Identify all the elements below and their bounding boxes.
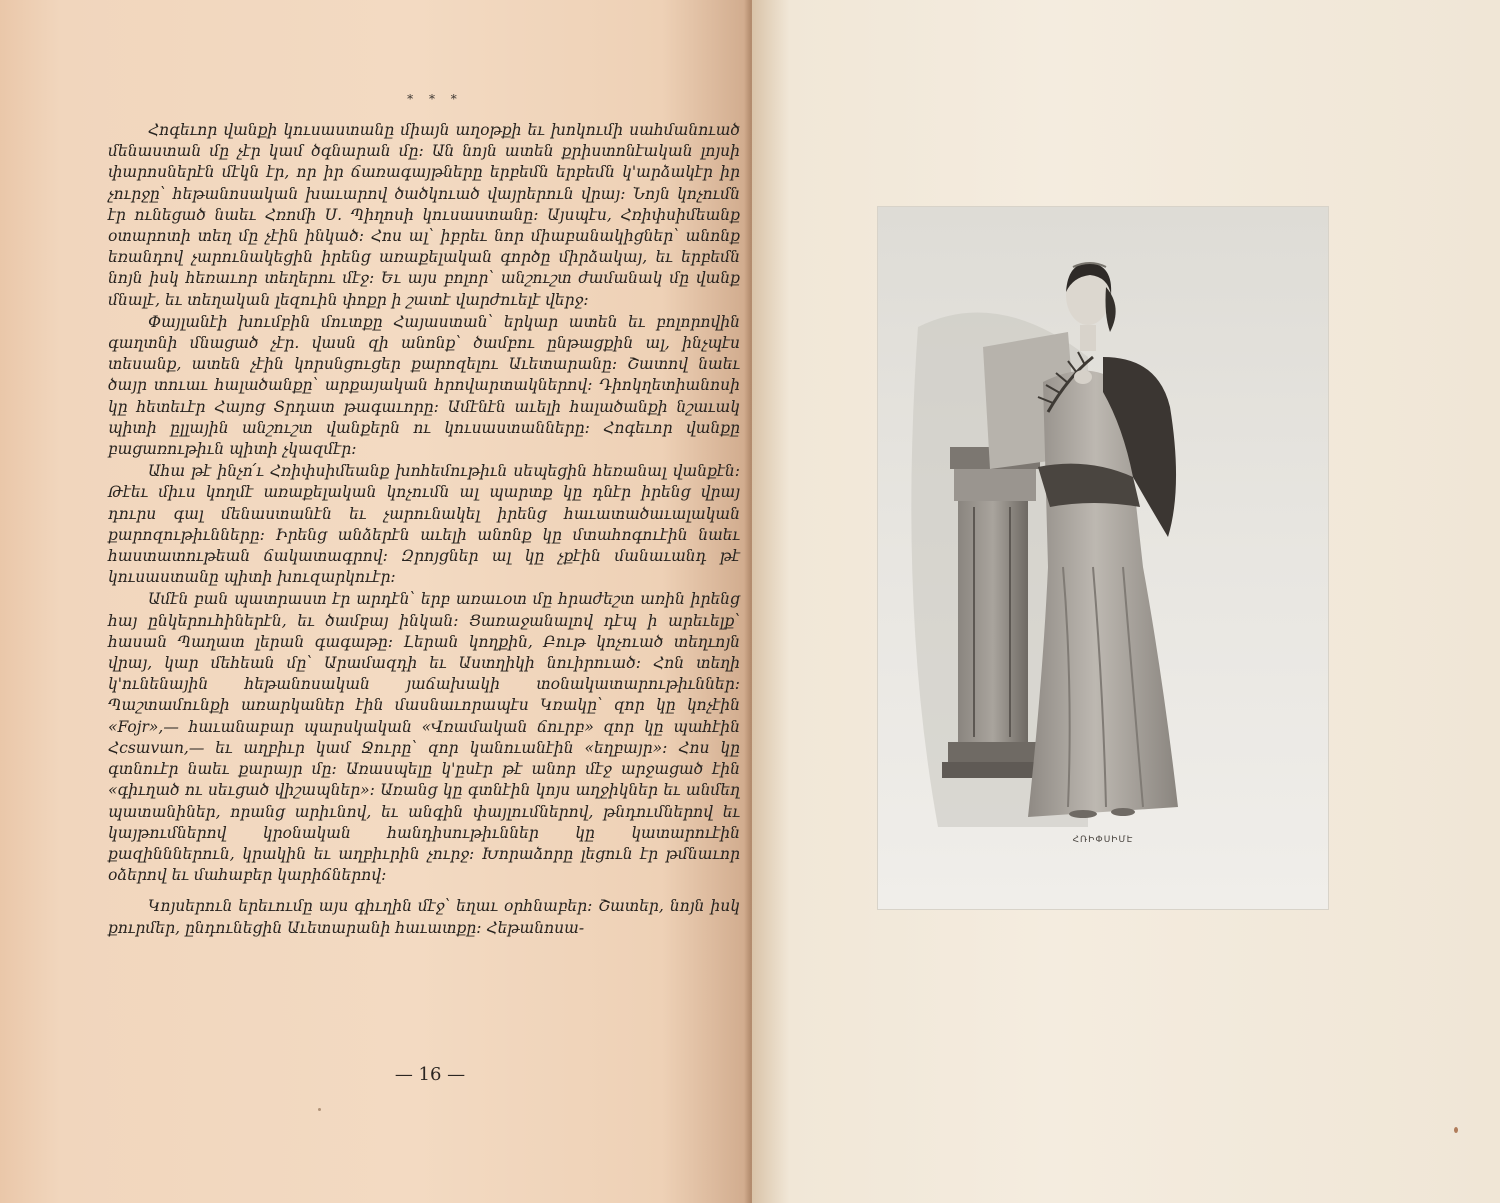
- page-number: — 16 —: [394, 1064, 466, 1085]
- paragraph: Կոյսերուն երեւումը այս գիւղին մէջ՝ եղաւ օրհնաբեր։ Շատեր, նոյն իսկ քուրմեր, ընդունեցին Աւետարանի հաւատքը։ Հեթանոսա-: [108, 897, 740, 937]
- paragraph: Ահա թէ ինչո՛ւ Հռիփսիմեանք խոհեմութիւն սեպեցին հեռանալ վանքէն։ Թէեւ միւս կողմէ առաքելական կոչումն ալ պարտք կը դնէր իրենց վրայ դուրս գալ մենաստանէն եւ չարունակել իրենց հաւատածաւալական քարոզութիւնները։ Իրենց անձերէն աւելի անոնք կը մտահոգուէին նաեւ հաստատութեան ճակատագրով։ Զրոյցներ ալ կը չքէին մանաւանդ թէ կուսաստանը պիտի խուզարկուէր։: [108, 462, 740, 587]
- portrait-engraving: [878, 207, 1328, 909]
- section-ornament: * * *: [407, 92, 463, 106]
- illustration-plate: [878, 207, 1328, 909]
- paragraph: Հոգեւոր վանքի կուսաստանը միայն աղօթքի եւ խոկումի սահմանուած մենաստան մը չէր կամ ծգնարան մը։ Ան նոյն ատեն քրիստոնէական լոյսի փարոսներէն մէկն էր, որ իր ճառագայթները երբեմն երբեմն կ'արձակէր իր չուրջը՝ հեթանոսական խաւարով ծածկուած վայրերուն վրայ։ Նոյն կոչումն էր ունեցած նաեւ Հռոմի Ս. Պիղոսի կուսաստանը։ Այսպէս, Հռիփսիմեանք օտարոտի տեղ մը չէին ինկած։ Հոս ալ՝ իբրեւ նոր միաբանակիցներ՝ անոնք եռանդով չարունակեցին իրենց առաքելական գործը միրձակայ, եւ երբեմն նոյն իսկ հեռաւոր տեղերու մէջ։ Եւ այս բոլոր՝ անշուշտ ժամանակ մը վանք մնալէ, եւ տեղական լեզուին փոքր ի շատէ վարժուելէ վերջ։: [108, 121, 740, 309]
- body-text: [108, 120, 740, 939]
- illustration-caption: ՀՌԻՓՍԻՄԷ: [1072, 835, 1134, 845]
- paper-spot: [1454, 1127, 1458, 1133]
- paragraph: Ամէն բան պատրաստ էր արդէն՝ երբ առաւօտ մը հրաժեշտ առին իրենց հայ ընկերուհիներէն, եւ ծամբայ ինկան։ Ցառաջանալով դէպ ի արեւելք՝ հասան Պաղատ լերան գագաթը։ Լերան կողքին, Բութ կոչուած տեղւոյն վրայ, կար մեհեան մը՝ Արամազդի եւ Աստղիկի նուիրուած։ Հոն տեղի կ'ունենային հեթանոսական յաճախակի տօնակատարութիւններ։ Պաշտամունքի առարկաներ էին մասնաւորապէս Կռակը՝ զոր կը կոչէին «Fojr»,— հաւանաբար պարսկական «Վռամական ճուրբ» զոր կը պահէին Հcsաvաn,— եւ աղբիւր կամ Ջուրը՝ զոր կանուանէին «եղբայր»։ Հոս կը գտնուէր նաեւ քարայր մը։ Առասպելը կ'ըսէր թէ անոր մէջ արջացած էին «գիւղած ու սեւցած վիշապներ»։ Առանց կը գտնէին կոյս աղջիկներ եւ անմեղ պատանիներ, որանց արիւնով, եւ անգին փայլումներով, թնդումներով եւ կայթումներով կրօնական հանդիսութիւններ կը կատարուէին քազինններուն, կրակին եւ աղբիւրին չուրջ։ Խորաձորը լեցուն էր թմնաւոր օձերով եւ մահաբեր կարիճներով։: [108, 590, 740, 885]
- paper-spot: [318, 1108, 321, 1111]
- paragraph: Փայլանէի խումբին մուտքը Հայաստան՝ երկար ատեն եւ բոլորովին գաղտնի մնացած չէր. վասն զի անոնք՝ ծամբու ընթացքին ալ, ինչպէս տեսանք, ատեն չէին կորսնցուցեր քարոզելու Աւետարանը։ Շատով նաեւ ծայր տուաւ հալածանքը՝ արքայական հրովարտակներով։ Դիոկղետիանոսի կը հետեւէր Հայոց Տրդատ թագաւորը։ Ամէնէն աւելի հալածանքի նշաւակ պիտի ըլլային անշուշտ վանքերն ու կուսաստանները։ Հոգեւոր վանքը բացառութիւն պիտի չկազմէր։: [108, 312, 740, 459]
